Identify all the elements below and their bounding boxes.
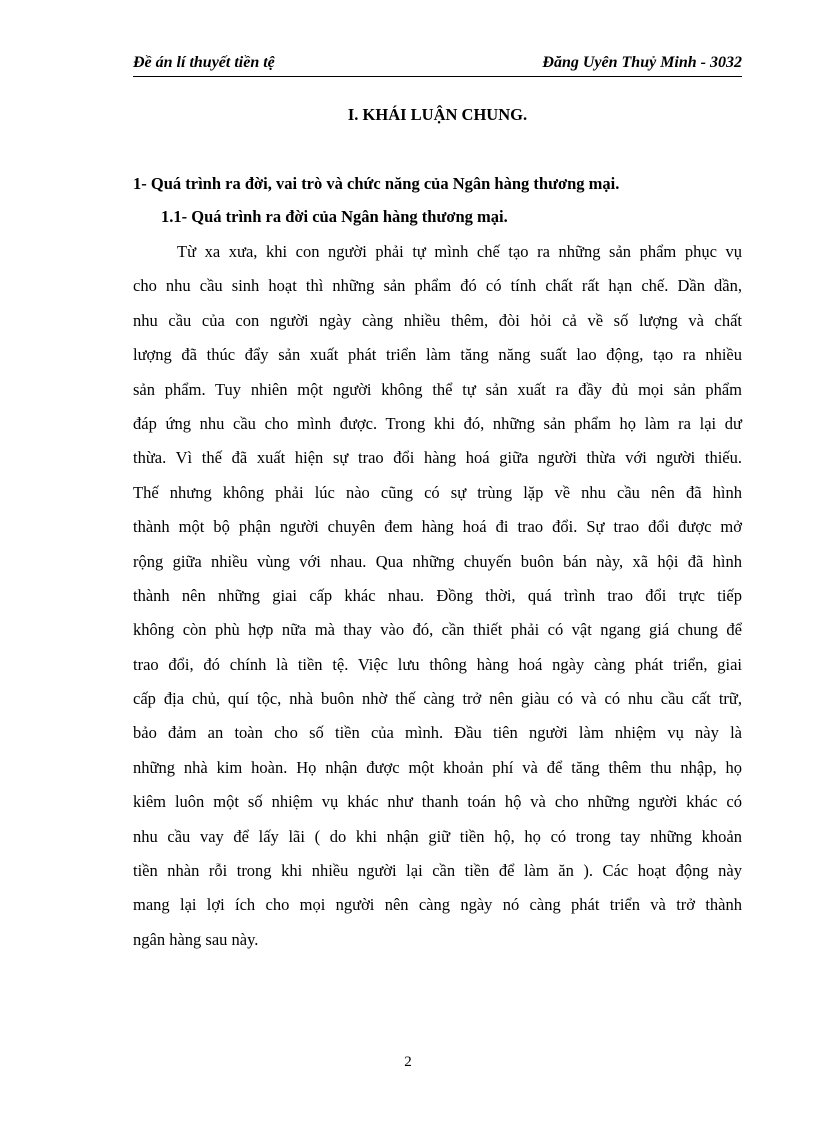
heading-level-1: 1- Quá trình ra đời, vai trò và chức năng của Ngân hàng thương mại.	[133, 174, 620, 193]
paragraph-line: tiền nhàn rỗi trong khi nhiều người lại cần tiền để làm ăn ). Các hoạt động này	[133, 861, 742, 881]
heading-level-2: 1.1- Quá trình ra đời của Ngân hàng thương mại.	[161, 207, 508, 226]
paragraph-line: không còn phù hợp nữa mà thay vào đó, cần thiết phải có vật ngang giá chung để	[133, 620, 742, 640]
paragraph-line: cấp địa chủ, quí tộc, nhà buôn nhờ thế càng trở nên giàu có và có nhu cầu cất trữ,	[133, 689, 742, 709]
paragraph-line: kiêm luôn một số nhiệm vụ khác như thanh toán hộ và cho những người khác có	[133, 792, 742, 812]
header-author: Đăng Uyên Thuỷ Minh - 3032	[542, 54, 742, 71]
paragraph-line: những nhà kim hoàn. Họ nhận được một khoản phí và để tăng thêm thu nhập, họ	[133, 757, 742, 777]
body-paragraph	[133, 239, 742, 961]
paragraph-line: thành một bộ phận người chuyên đem hàng hoá đi trao đổi. Sự trao đổi được mở	[133, 517, 742, 537]
header-document-title: Đề án lí thuyết tiền tệ	[133, 54, 275, 71]
paragraph-line: mang lại lợi ích cho mọi người nên càng ngày nó càng phát triển và trở thành	[133, 895, 742, 915]
paragraph-line: lượng đã thúc đẩy sản xuất phát triển làm tăng năng suất lao động, tạo ra nhiều	[133, 345, 742, 365]
page-header	[133, 50, 742, 77]
paragraph-line: bảo đảm an toàn cho số tiền của mình. Đầu tiên người làm nhiệm vụ này là	[133, 723, 742, 743]
paragraph-line: thành nên những giai cấp khác nhau. Đồng thời, quá trình trao đổi trực tiếp	[133, 585, 742, 605]
section-title: I. KHÁI LUẬN CHUNG.	[347, 105, 528, 124]
paragraph-line: Từ xa xưa, khi con người phải tự mình chế tạo ra những sản phẩm phục vụ	[177, 242, 742, 261]
paragraph-line: trao đổi, đó chính là tiền tệ. Việc lưu thông hàng hoá ngày càng phát triển, giai	[133, 654, 742, 674]
paragraph-line: sản phẩm. Tuy nhiên một người không thể tự sản xuất ra đầy đủ mọi sản phẩm	[133, 379, 742, 399]
page-number: 2	[404, 1054, 412, 1070]
paragraph-line: rộng giữa nhiều vùng với nhau. Qua những chuyến buôn bán này, xã hội đã hình	[133, 551, 742, 571]
paragraph-line: ngân hàng sau này.	[133, 929, 259, 949]
paragraph-line: Thế nhưng không phải lúc nào cũng có sự trùng lặp về nhu cầu nên đã hình	[133, 482, 742, 502]
paragraph-line: cho nhu cầu sinh hoạt thì những sản phẩm đó có tính chất rất hạn chế. Dần dần,	[133, 276, 742, 296]
paragraph-line: thừa. Vì thế đã xuất hiện sự trao đổi hàng hoá giữa người thừa với người thiếu.	[133, 448, 742, 468]
paragraph-line: nhu cầu của con người ngày càng nhiều thêm, đòi hỏi cả về số lượng và chất	[133, 310, 742, 330]
paragraph-line: nhu cầu vay để lấy lãi ( do khi nhận giữ tiền hộ, họ có trong tay những khoản	[133, 826, 742, 846]
paragraph-line: đáp ứng nhu cầu cho mình được. Trong khi đó, những sản phẩm họ làm ra lại dư	[133, 413, 742, 433]
